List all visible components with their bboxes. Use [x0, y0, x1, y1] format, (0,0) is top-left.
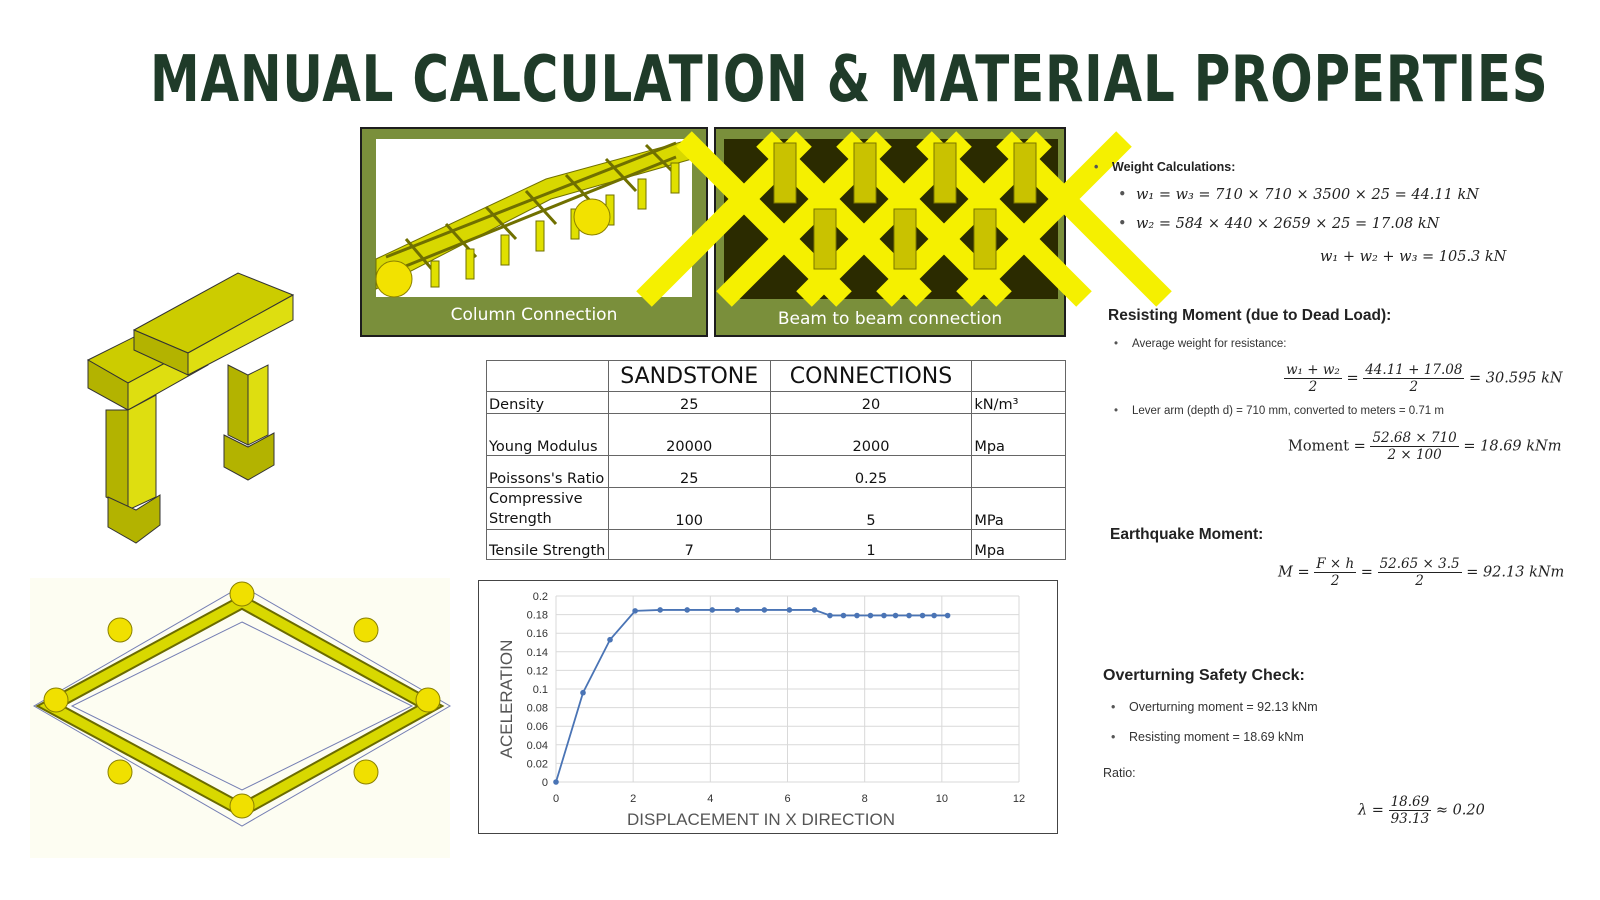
series-line: [556, 610, 948, 782]
earthquake-formula: M = $\frac{F \times h}{2}$ = $\frac{52.65 \times 3.5}{2}$ = 92.13 kNm: [1278, 556, 1565, 589]
y-tick-label: 0.16: [526, 628, 548, 641]
material-properties-table: [486, 360, 1066, 560]
row-label: Young Modulus: [487, 414, 609, 456]
row-label: Compressive Strength: [487, 488, 609, 530]
x-tick-label: 2: [630, 793, 637, 805]
y-tick-label: 0.08: [526, 702, 548, 715]
row-connections: 1: [770, 530, 972, 560]
data-point: [553, 779, 559, 785]
data-point: [841, 613, 847, 619]
y-tick-label: 0.14: [526, 646, 548, 659]
row-connections: 5: [770, 488, 972, 530]
page-title: MANUAL CALCULATION & MATERIAL PROPERTIES: [150, 43, 1549, 117]
x-tick-label: 4: [707, 793, 714, 805]
ring-structure-illustration: [30, 578, 450, 858]
table-row: [487, 414, 1066, 456]
row-sandstone: 7: [608, 530, 770, 560]
data-point: [931, 613, 937, 619]
data-point: [881, 613, 887, 619]
row-sandstone: 25: [608, 456, 770, 488]
w13-equation: • w₁ = w₃ = 710 × 710 × 3500 × 25 = 44.11 kN: [1136, 187, 1479, 203]
avg-fraction-1: $\frac{\text{w₁ + w₂}}{2}$: [1286, 362, 1340, 395]
acceleration-chart: [478, 580, 1058, 834]
x-tick-label: 12: [1012, 793, 1026, 805]
data-point: [657, 607, 663, 613]
header-sandstone: SANDSTONE: [608, 361, 770, 392]
x-tick-label: 0: [552, 793, 560, 805]
ratio-formula: λ = $\frac{18.69}{93.13}$ ≈ 0.20: [1358, 794, 1485, 827]
data-point: [735, 607, 741, 613]
beam-connection-caption: Beam to beam connection: [777, 309, 1003, 329]
data-point: [868, 613, 874, 619]
table-header-row: [487, 361, 1066, 392]
column-connection-panel: [360, 127, 708, 337]
column-connection-caption: Column Connection: [450, 305, 618, 325]
beam-connection-panel: [714, 127, 1066, 337]
data-point: [787, 607, 793, 613]
row-label: Density: [487, 392, 609, 414]
ratio-fraction: $\frac{18.69}{93.13}$: [1390, 794, 1430, 827]
arch-model-illustration: [88, 265, 298, 550]
row-unit: [972, 456, 1066, 488]
row-label: Poissons's Ratio: [487, 456, 609, 488]
chart-svg: [479, 581, 1056, 832]
y-tick-label: 0.06: [526, 721, 548, 734]
data-point: [709, 607, 715, 613]
column-connection-image: [376, 139, 692, 297]
row-label: Tensile Strength: [487, 530, 609, 560]
row-connections: 0.25: [770, 456, 972, 488]
data-point: [920, 613, 926, 619]
resisting-heading: Resisting Moment (due to Dead Load):: [1108, 307, 1392, 324]
data-point: [906, 613, 912, 619]
data-point: [632, 608, 638, 614]
y-tick-label: 0: [541, 777, 548, 789]
avg-weight-formula: $\frac{\text{w₁ + w₂}}{2}$ = $\frac{44.11 + 17.08}{2}$ = 30.595 kN: [1286, 362, 1563, 395]
data-point: [580, 690, 586, 696]
w2-equation: • w₂ = 584 × 440 × 2659 × 25 = 17.08 kN: [1136, 216, 1439, 232]
row-sandstone: 25: [608, 392, 770, 414]
x-tick-label: 10: [935, 793, 948, 805]
row-unit: Mpa: [972, 530, 1066, 560]
avg-weight-text: • Average weight for resistance:: [1132, 338, 1286, 350]
weight-heading: • Weight Calculations:: [1112, 160, 1235, 174]
eq-fraction-1: $\frac{F \times h}{2}$: [1316, 556, 1355, 589]
row-unit: kN/m³: [972, 392, 1066, 414]
y-tick-label: 0.1: [532, 684, 548, 696]
y-tick-label: 0.02: [526, 758, 548, 771]
table-row: [487, 456, 1066, 488]
table-row: [487, 530, 1066, 560]
y-tick-label: 0.2: [532, 591, 548, 603]
moment-formula: Moment = $\frac{52.68 \times 710}{2 \times 100}$ = 18.69 kNm: [1288, 430, 1562, 463]
lever-arm-text: • Lever arm (depth d) = 710 mm, converted to meters = 0.71 m: [1132, 405, 1444, 417]
eq-fraction-2: $\frac{52.65 \times 3.5}{2}$: [1379, 556, 1460, 589]
row-connections: 2000: [770, 414, 972, 456]
resisting-moment-text: • Resisting moment = 18.69 kNm: [1129, 730, 1304, 744]
beam-connection-image: [724, 139, 1058, 299]
x-tick-label: 8: [861, 793, 868, 805]
row-unit: Mpa: [972, 414, 1066, 456]
data-point: [827, 613, 833, 619]
table-row: [487, 488, 1066, 530]
header-empty: [487, 361, 609, 392]
data-point: [893, 613, 899, 619]
y-tick-label: 0.18: [526, 609, 548, 622]
x-tick-label: 6: [784, 793, 791, 805]
data-point: [684, 607, 690, 613]
x-axis-label: DISPLACEMENT IN X DIRECTION: [627, 810, 895, 829]
table-row: [487, 392, 1066, 414]
data-point: [762, 607, 768, 613]
row-sandstone: 20000: [608, 414, 770, 456]
y-tick-label: 0.04: [526, 739, 548, 752]
data-point: [607, 637, 613, 643]
y-tick-label: 0.12: [526, 665, 548, 678]
column-lattice-illustration: [376, 139, 692, 297]
data-point: [812, 607, 818, 613]
row-connections: 20: [770, 392, 972, 414]
avg-fraction-2: $\frac{44.11 + 17.08}{2}$: [1365, 362, 1463, 395]
overturning-heading: Overturning Safety Check:: [1103, 667, 1305, 684]
row-sandstone: 100: [608, 488, 770, 530]
moment-fraction: $\frac{52.68 \times 710}{2 \times 100}$: [1372, 430, 1457, 463]
beam-lattice-illustration: [724, 139, 1058, 299]
header-unit: [972, 361, 1066, 392]
y-axis-label: ACELERATION: [497, 639, 516, 759]
wsum-equation: w₁ + w₂ + w₃ = 105.3 kN: [1320, 249, 1507, 265]
overturning-moment-text: • Overturning moment = 92.13 kNm: [1129, 700, 1318, 714]
earthquake-heading: Earthquake Moment:: [1110, 526, 1264, 543]
data-point: [945, 613, 951, 619]
row-unit: MPa: [972, 488, 1066, 530]
header-connections: CONNECTIONS: [770, 361, 972, 392]
data-point: [854, 613, 860, 619]
ratio-label: Ratio:: [1103, 766, 1136, 780]
